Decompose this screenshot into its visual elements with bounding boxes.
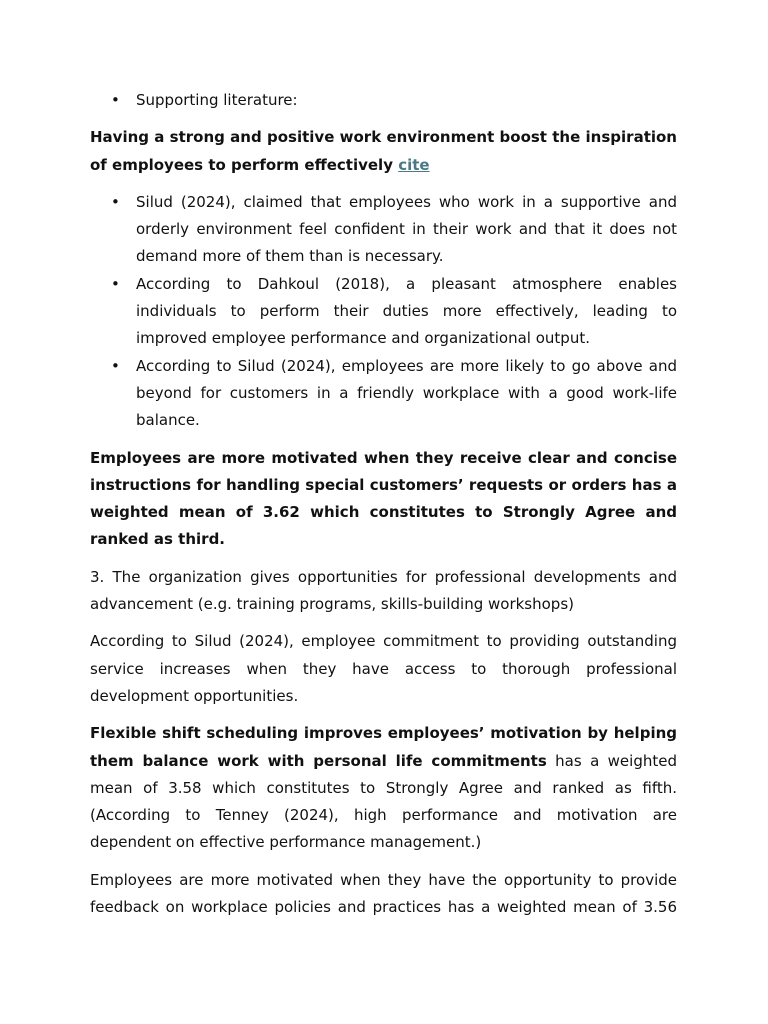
heading-text: Having a strong and positive work environment boost the inspiration of employees to perform effectively bbox=[90, 128, 677, 174]
list-item: • According to Dahkoul (2018), a pleasant atmosphere enables individuals to perform their duties more effectively, leading to improved employee performance and organizational output. bbox=[136, 271, 677, 353]
document-body bbox=[90, 87, 677, 931]
list-item: • According to Silud (2024), employees are more likely to go above and beyond for customers in a friendly workplace with a good work-life balance. bbox=[136, 353, 677, 435]
cite-link[interactable]: cite bbox=[398, 155, 430, 174]
section-heading bbox=[90, 124, 677, 179]
finding-paragraph: Employees are more motivated when they receive clear and concise instructions for handling special customers’ requests or orders has a weighted mean of 3.62 which constitutes to Strongly Agree and ranked as third. bbox=[90, 448, 677, 549]
flexible-shift-rest: has a weighted mean of 3.58 which constitutes to Strongly Agree and ranked as fifth. (According to Tenney (2024), high performance and motivation are dependent on effective performance management.) bbox=[90, 751, 677, 852]
intro-list bbox=[90, 87, 677, 114]
list-item: • Supporting literature: bbox=[136, 87, 677, 114]
flexible-shift-paragraph bbox=[90, 720, 677, 856]
flexible-shift-bold: Flexible shift scheduling improves employees’ motivation by helping them balance work with personal life commitments bbox=[90, 724, 677, 770]
silud-paragraph: According to Silud (2024), employee commitment to providing outstanding service increases when they have access to thorough professional development opportunities. bbox=[90, 632, 677, 705]
list-item: • Silud (2024), claimed that employees who work in a supportive and orderly environment feel confident in their work and that it does not demand more of them than is necessary. bbox=[136, 189, 677, 271]
item-three-paragraph: 3. The organization gives opportunities for professional developments and advancement (e.g. training programs, skills-building workshops) bbox=[90, 567, 677, 614]
literature-list bbox=[90, 189, 677, 435]
feedback-paragraph: Employees are more motivated when they have the opportunity to provide feedback on workplace policies and practices has a weighted mean of 3.56 bbox=[90, 870, 677, 917]
